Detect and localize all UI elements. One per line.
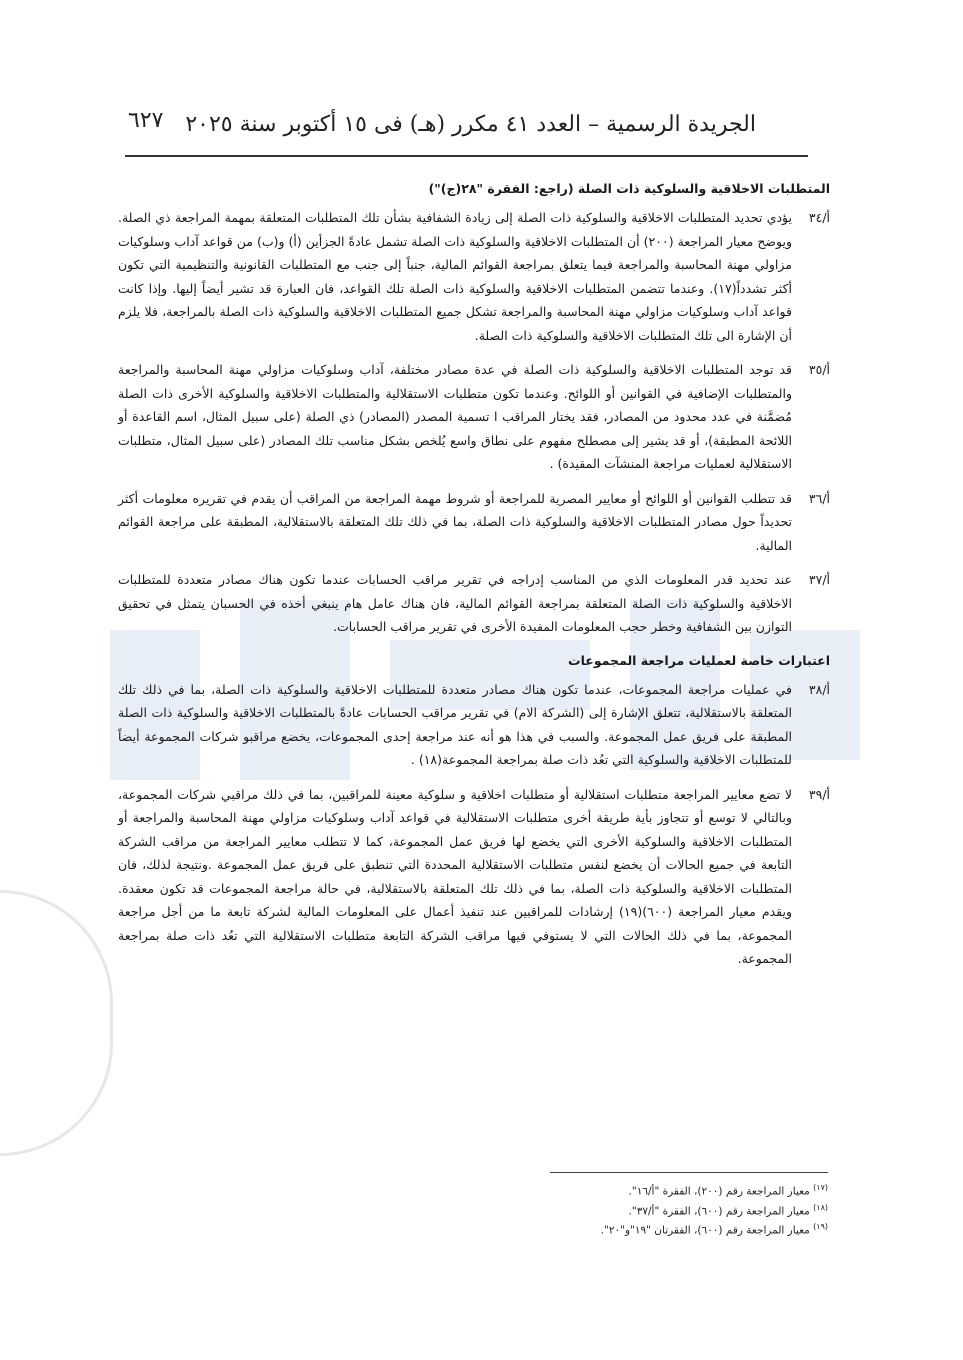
footnote-rule (550, 1172, 828, 1173)
footnote-text: معيار المراجعة رقم (٦٠٠)، الفقرة "أ/٣٧". (628, 1205, 810, 1217)
paragraph-number: أ/٣٥ (808, 362, 830, 377)
header-rule (125, 155, 808, 157)
paragraph (118, 783, 830, 971)
page-number: ٦٢٧ (128, 108, 164, 133)
footnote-text: معيار المراجعة رقم (٦٠٠)، الفقرتان "١٩"و"٢٠". (600, 1224, 810, 1237)
paragraph-text: لا تضع معايير المراجعة متطلبات استقلالية أو متطلبات اخلاقية و سلوكية معينة للمراقبين، بما في ذلك مراقبي شركات المجموعة، وبالتالي لا توسع أو تتجاوز بأية طريقة أخرى متطلبات الاستقلالية في قواعد آداب وسلوكيات مزاولي مهنة المحاسبة والمراجعة أو المتطلبات الاخلاقية والسلوكية الأخرى التي يخضع لها فريق عمل المجموعة، كما لا تتطلب معايير المراجعة من مراقب الشركة التابعة في جميع الحالات أن يخضع لنفس متطلبات الاستقلالية المحددة التي تنطبق على فريق عمل المجموعة .ونتيجة لذلك، فان المتطلبات الاخلاقية والسلوكية ذات الصلة، بما في ذلك تلك المتعلقة بالاستقلالية، في حالة مراجعة المجموعات قد تكون معقدة. ويقدم معيار المراجعة (٦٠٠)(١٩) إرشادات للمراقبين عند تنفيذ أعمال على المعلومات المالية لشركة تابعة ما من أجل مراجعة المجموعة، بما في ذلك الحالات التي لا يستوفي فيها مراقب الشركة التابعة متطلبات الاستقلالية التي تعُد ذات صلة بمراجعة المجموعة. (118, 786, 792, 966)
paragraph-text: يؤدي تحديد المتطلبات الاخلاقية والسلوكية ذات الصلة إلى زيادة الشفافية بشأن تلك المتطلبات المتعلقة بمهمة المراجعة ذي الصلة. ويوضح معيار المراجعة (٢٠٠) أن المتطلبات الاخلاقية والسلوكية ذات الصلة تشمل عادةً الجزأين (أ) و(ب) من قواعد آداب وسلوكيات مزاولي مهنة المحاسبة والمراجعة فيما يتعلق بمراجعة القوائم المالية، جنباً إلى جنب مع المتطلبات القانونية والتنظيمية التي تكون أكثر تشدداً(١٧). وعندما تتضمن المتطلبات الاخلاقية والسلوكية ذات الصلة تلك القواعد، فان العبارة قد تشير أيضاً إليها. وإذا كانت قواعد آداب وسلوكيات مزاولي مهنة المحاسبة والمراجعة تشكل جميع المتطلبات الاخلاقية والسلوكية ذات الصلة بالمراجعة، فلا يلزم أن الإشارة الى تلك المتطلبات الاخلاقية والسلوكية ذات الصلة. (118, 210, 792, 343)
watermark-emblem (0, 890, 113, 1156)
paragraph-number: أ/٣٤ (808, 210, 830, 225)
paragraph (118, 206, 830, 347)
footnote (500, 1200, 828, 1220)
section-heading-groups: اعتبارات خاصة لعمليات مراجعة المجموعات (568, 652, 830, 668)
paragraph-text: قد توجد المتطلبات الاخلاقية والسلوكية ذات الصلة في عدة مصادر مختلفة، آداب وسلوكيات مزاولي مهنة المحاسبة والمراجعة والمتطلبات الإضافية في القوانين أو اللوائح. وعندما تكون متطلبات الاستقلالية والمتطلبات الاخلاقية والسلوكية الأخرى ذات الصلة مُضمَّنة في عدد محدود من المصادر، فقد يختار المراقب ا تسمية المصدر (المصادر) ذي الصلة (على سبيل المثال، اسم القاعدة أو اللائحة المطبقة)، أو قد يشير إلى مصطلح مفهوم على نطاق واسع يُلخص بشكل مناسب تلك المصادر (على سبيل المثال، متطلبات الاستقلالية لعمليات مراجعة المنشآت المقيدة) . (118, 362, 792, 471)
paragraph-text: عند تحديد قدر المعلومات الذي من المناسب إدراجه في تقرير مراقب الحسابات عندما تكون هناك مصادر متعددة للمتطلبات الاخلاقية والسلوكية ذات الصلة المتعلقة بمراجعة القوائم المالية، فان هناك عامل هام ينبغي أخذه في الحسبان يتمثل في تحقيق التوازن بين الشفافية وخطر حجب المعلومات المفيدة الأخرى في تقرير مراقب الحسابات. (118, 572, 792, 634)
section-heading-ethics: المتطلبات الاخلاقية والسلوكية ذات الصلة (راجع: الفقرة "٢٨(ج)") (428, 181, 830, 196)
paragraph-number: أ/٣٦ (808, 490, 830, 506)
page-header (120, 108, 756, 152)
paragraph-number: أ/٣٨ (808, 681, 830, 697)
paragraph-text: في عمليات مراجعة المجموعات، عندما تكون هناك مصادر متعددة للمتطلبات الاخلاقية والسلوكية ذات الصلة، بما في ذلك تلك المتعلقة بالاستقلالية، تتعلق الإشارة إلى (الشركة الام) في تقرير مراقب الحسابات عادةً بالمتطلبات الاخلاقية والسلوكية ذات الصلة المطبقة على فريق عمل المجموعة. والسبب في هذا هو أنه عند مراجعة إحدى المجموعات، يخضع مراقبو شركات المجموعة أيضاً للمتطلبات الاخلاقية والسلوكية التي تعُد ذات صلة بمراجعة المجموعة(١٨) . (118, 681, 792, 767)
paragraph (118, 358, 830, 476)
footnote-text: معيار المراجعة رقم (٢٠٠)، الفقرة "أ/١٦". (628, 1185, 810, 1198)
paragraph-number: أ/٣٧ (808, 572, 830, 587)
paragraph-text: قد تتطلب القوانين أو اللوائح أو معايير المصرية للمراجعة أو شروط مهمة المراجعة من المراقب أن يقدم في تقريره معلومات أكثر تحديداً حول مصادر المتطلبات الاخلاقية والسلوكية ذات الصلة، بما في ذلك تلك المتعلقة بالاستقلالية، المطبقة على مراجعة القوائم المالية. (118, 490, 792, 553)
paragraph (118, 487, 830, 558)
gazette-title: الجريدة الرسمية – العدد ٤١ مكرر (هـ) فى ١٥ أكتوبر سنة ٢٠٢٥ (185, 112, 756, 137)
paragraph (118, 678, 830, 772)
footnote-mark: (١٨) (813, 1202, 828, 1212)
footnote (500, 1219, 828, 1239)
paragraph-number: أ/٣٩ (808, 786, 830, 802)
paragraph (118, 568, 830, 639)
footnote-mark: (١٧) (813, 1183, 828, 1192)
footnotes (500, 1180, 828, 1239)
footnote-mark: (١٩) (813, 1222, 828, 1231)
footnote (500, 1180, 828, 1200)
document-body (118, 178, 830, 982)
